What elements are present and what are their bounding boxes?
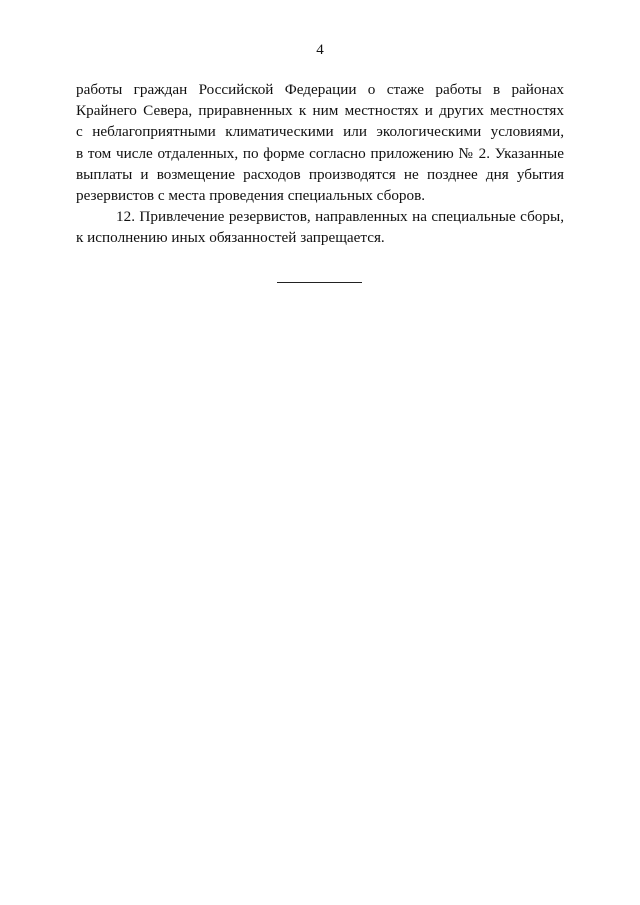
paragraph-line: выплаты и возмещение расходов производятся не позднее дня убытия — [76, 165, 564, 183]
paragraph-line: работы граждан Российской Федерации о стаже работы в районах — [76, 81, 564, 98]
paragraph-line: в том числе отдаленных, по форме согласно приложению № 2. Указанные — [76, 144, 564, 162]
paragraph-line: Крайнего Севера, приравненных к ним местностях и других местностях — [76, 102, 564, 120]
paragraph-line: к исполнению иных обязанностей запрещается. — [76, 229, 385, 247]
body-text — [76, 79, 564, 249]
page-number: 4 — [316, 42, 324, 58]
end-separator-line — [277, 282, 362, 283]
paragraph-line-item-12: 12. Привлечение резервистов, направленных на специальные сборы, — [116, 208, 564, 226]
paragraph-line: с неблагоприятными климатическими или экологическими условиями, — [76, 123, 564, 141]
paragraph-line: резервистов с места проведения специальных сборов. — [76, 186, 426, 204]
